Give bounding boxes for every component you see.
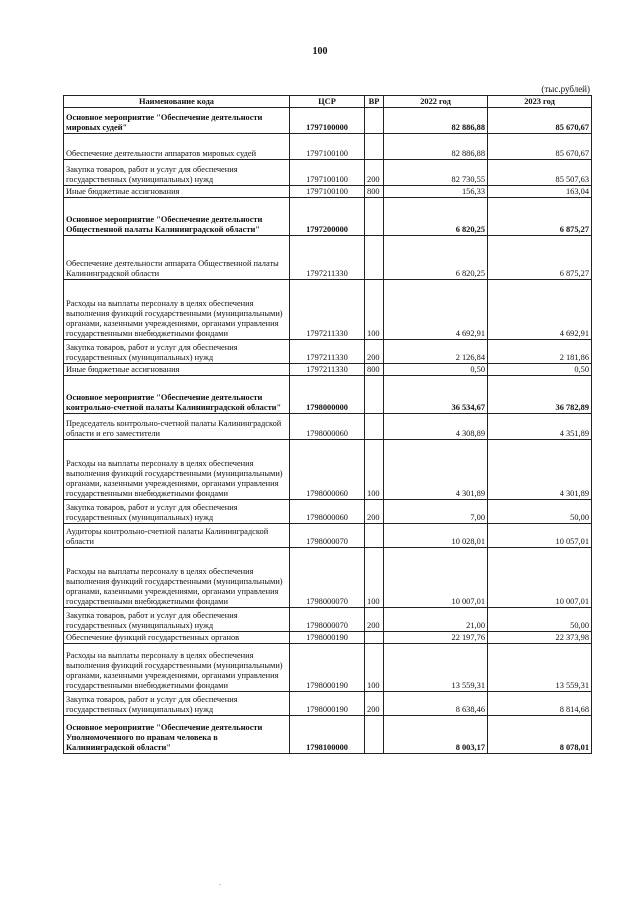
table-row: [64, 340, 592, 364]
row-name: Аудиторы контрольно-счетной палаты Калининградской области: [64, 524, 290, 548]
row-2023: 2 181,86: [488, 340, 592, 364]
row-name: Закупка товаров, работ и услуг для обеспечения государственных (муниципальных) нужд: [64, 500, 290, 524]
row-vr: 200: [365, 500, 384, 524]
row-csr: 1797100100: [290, 134, 365, 160]
row-name: Основное мероприятие "Обеспечение деятельности мировых судей": [64, 108, 290, 134]
header-vr: ВР: [365, 96, 384, 108]
row-csr: 1798000190: [290, 632, 365, 644]
row-csr: 1798000060: [290, 500, 365, 524]
header-2022: 2022 год: [384, 96, 488, 108]
row-2023: 4 692,91: [488, 280, 592, 340]
row-2023: 10 007,01: [488, 548, 592, 608]
row-2022: 13 559,31: [384, 644, 488, 692]
table-row: [64, 414, 592, 440]
row-2023: 85 507,63: [488, 160, 592, 186]
table-row: [64, 364, 592, 376]
row-2022: 22 197,76: [384, 632, 488, 644]
row-name: Председатель контрольно-счетной палаты Калининградской области и его заместители: [64, 414, 290, 440]
row-2023: 8 814,68: [488, 692, 592, 716]
row-vr: [365, 414, 384, 440]
row-vr: 200: [365, 340, 384, 364]
row-vr: [365, 134, 384, 160]
row-vr: 800: [365, 186, 384, 198]
header-2023: 2023 год: [488, 96, 592, 108]
row-vr: [365, 108, 384, 134]
row-2023: 13 559,31: [488, 644, 592, 692]
table-row: [64, 198, 592, 236]
row-vr: 200: [365, 160, 384, 186]
row-csr: 1797100100: [290, 186, 365, 198]
row-2022: 7,00: [384, 500, 488, 524]
row-csr: 1798000070: [290, 548, 365, 608]
row-2022: 8 003,17: [384, 716, 488, 754]
row-name: Обеспечение деятельности аппарата Общественной палаты Калининградской области: [64, 236, 290, 280]
page-number: 100: [312, 46, 328, 57]
row-csr: 1797211330: [290, 340, 365, 364]
row-vr: [365, 198, 384, 236]
row-2022: 156,33: [384, 186, 488, 198]
row-name: Основное мероприятие "Обеспечение деятельности Общественной палаты Калининградской области": [64, 198, 290, 236]
row-name: Обеспечение деятельности аппаратов мировых судей: [64, 134, 290, 160]
row-csr: 1798000190: [290, 692, 365, 716]
row-csr: 1798000190: [290, 644, 365, 692]
row-csr: 1797211330: [290, 280, 365, 340]
row-vr: 100: [365, 280, 384, 340]
row-csr: 1797100000: [290, 108, 365, 134]
row-name: Закупка товаров, работ и услуг для обеспечения государственных (муниципальных) нужд: [64, 160, 290, 186]
table-row: [64, 186, 592, 198]
row-2022: 36 534,67: [384, 376, 488, 414]
row-vr: [365, 236, 384, 280]
row-name: Основное мероприятие "Обеспечение деятельности Уполномоченного по правам человека в Калининградской области": [64, 716, 290, 754]
row-2023: 50,00: [488, 500, 592, 524]
table-row: [64, 108, 592, 134]
table-row: [64, 376, 592, 414]
row-vr: 800: [365, 364, 384, 376]
table-row: [64, 134, 592, 160]
row-vr: 200: [365, 692, 384, 716]
row-vr: [365, 716, 384, 754]
row-vr: [365, 632, 384, 644]
row-name: Закупка товаров, работ и услуг для обеспечения государственных (муниципальных) нужд: [64, 608, 290, 632]
row-name: Обеспечение функций государственных органов: [64, 632, 290, 644]
row-2022: 8 638,46: [384, 692, 488, 716]
header-csr: ЦСР: [290, 96, 365, 108]
row-2023: 4 301,89: [488, 440, 592, 500]
row-csr: 1797200000: [290, 198, 365, 236]
row-2023: 6 875,27: [488, 236, 592, 280]
table-row: [64, 160, 592, 186]
row-2022: 6 820,25: [384, 198, 488, 236]
table-header-row: [64, 96, 592, 108]
row-csr: 1798000060: [290, 414, 365, 440]
row-name: Расходы на выплаты персоналу в целях обеспечения выполнения функций государственными (муниципальными) органами, казенными учреждениями, органами управления государственными внебюджетными фондами: [64, 440, 290, 500]
row-name: Закупка товаров, работ и услуг для обеспечения государственных (муниципальных) нужд: [64, 340, 290, 364]
row-2022: 0,50: [384, 364, 488, 376]
row-csr: 1798000070: [290, 524, 365, 548]
row-vr: 100: [365, 440, 384, 500]
row-2023: 10 057,01: [488, 524, 592, 548]
row-2022: 4 692,91: [384, 280, 488, 340]
table-row: [64, 692, 592, 716]
row-2022: 82 886,88: [384, 134, 488, 160]
table-row: [64, 236, 592, 280]
table-row: [64, 716, 592, 754]
row-2022: 21,00: [384, 608, 488, 632]
row-name: Расходы на выплаты персоналу в целях обеспечения выполнения функций государственными (муниципальными) органами, казенными учреждениями, органами управления государственными внебюджетными фондами: [64, 548, 290, 608]
table-row: [64, 440, 592, 500]
table-row: [64, 280, 592, 340]
header-name: Наименование кода: [64, 96, 290, 108]
row-2022: 82 730,55: [384, 160, 488, 186]
budget-table: [63, 95, 592, 754]
row-csr: 1797211330: [290, 236, 365, 280]
row-2022: 4 308,89: [384, 414, 488, 440]
row-vr: [365, 376, 384, 414]
row-vr: 200: [365, 608, 384, 632]
row-name: Иные бюджетные ассигнования: [64, 186, 290, 198]
row-vr: 100: [365, 644, 384, 692]
row-vr: [365, 524, 384, 548]
row-2023: 6 875,27: [488, 198, 592, 236]
row-csr: 1798000070: [290, 608, 365, 632]
row-name: Расходы на выплаты персоналу в целях обеспечения выполнения функций государственными (муниципальными) органами, казенными учреждениями, органами управления государственными внебюджетными фондами: [64, 280, 290, 340]
row-2023: 4 351,89: [488, 414, 592, 440]
row-2022: 6 820,25: [384, 236, 488, 280]
units-label: (тыс.рублей): [541, 84, 590, 94]
table-body: [64, 108, 592, 754]
row-2023: 85 670,67: [488, 108, 592, 134]
row-2023: 36 782,89: [488, 376, 592, 414]
table-row: [64, 632, 592, 644]
table-row: [64, 524, 592, 548]
row-csr: 1798000060: [290, 440, 365, 500]
row-2023: 50,00: [488, 608, 592, 632]
row-2022: 2 126,84: [384, 340, 488, 364]
row-2023: 163,04: [488, 186, 592, 198]
row-2022: 4 301,89: [384, 440, 488, 500]
row-csr: 1797100100: [290, 160, 365, 186]
table-row: [64, 608, 592, 632]
row-vr: 100: [365, 548, 384, 608]
table-row: [64, 644, 592, 692]
row-2022: 10 007,01: [384, 548, 488, 608]
row-name: Закупка товаров, работ и услуг для обеспечения государственных (муниципальных) нужд: [64, 692, 290, 716]
table-row: [64, 500, 592, 524]
row-2023: 85 670,67: [488, 134, 592, 160]
row-csr: 1798000000: [290, 376, 365, 414]
table-row: [64, 548, 592, 608]
row-name: Расходы на выплаты персоналу в целях обеспечения выполнения функций государственными (муниципальными) органами, казенными учреждениями, органами управления государственными внебюджетными фондами: [64, 644, 290, 692]
row-name: Иные бюджетные ассигнования: [64, 364, 290, 376]
footer-mark: .: [219, 878, 221, 887]
row-csr: 1797211330: [290, 364, 365, 376]
row-csr: 1798100000: [290, 716, 365, 754]
row-name: Основное мероприятие "Обеспечение деятельности контрольно-счетной палаты Калининградской области": [64, 376, 290, 414]
row-2023: 0,50: [488, 364, 592, 376]
row-2022: 10 028,01: [384, 524, 488, 548]
row-2023: 8 078,01: [488, 716, 592, 754]
row-2022: 82 886,88: [384, 108, 488, 134]
row-2023: 22 373,98: [488, 632, 592, 644]
